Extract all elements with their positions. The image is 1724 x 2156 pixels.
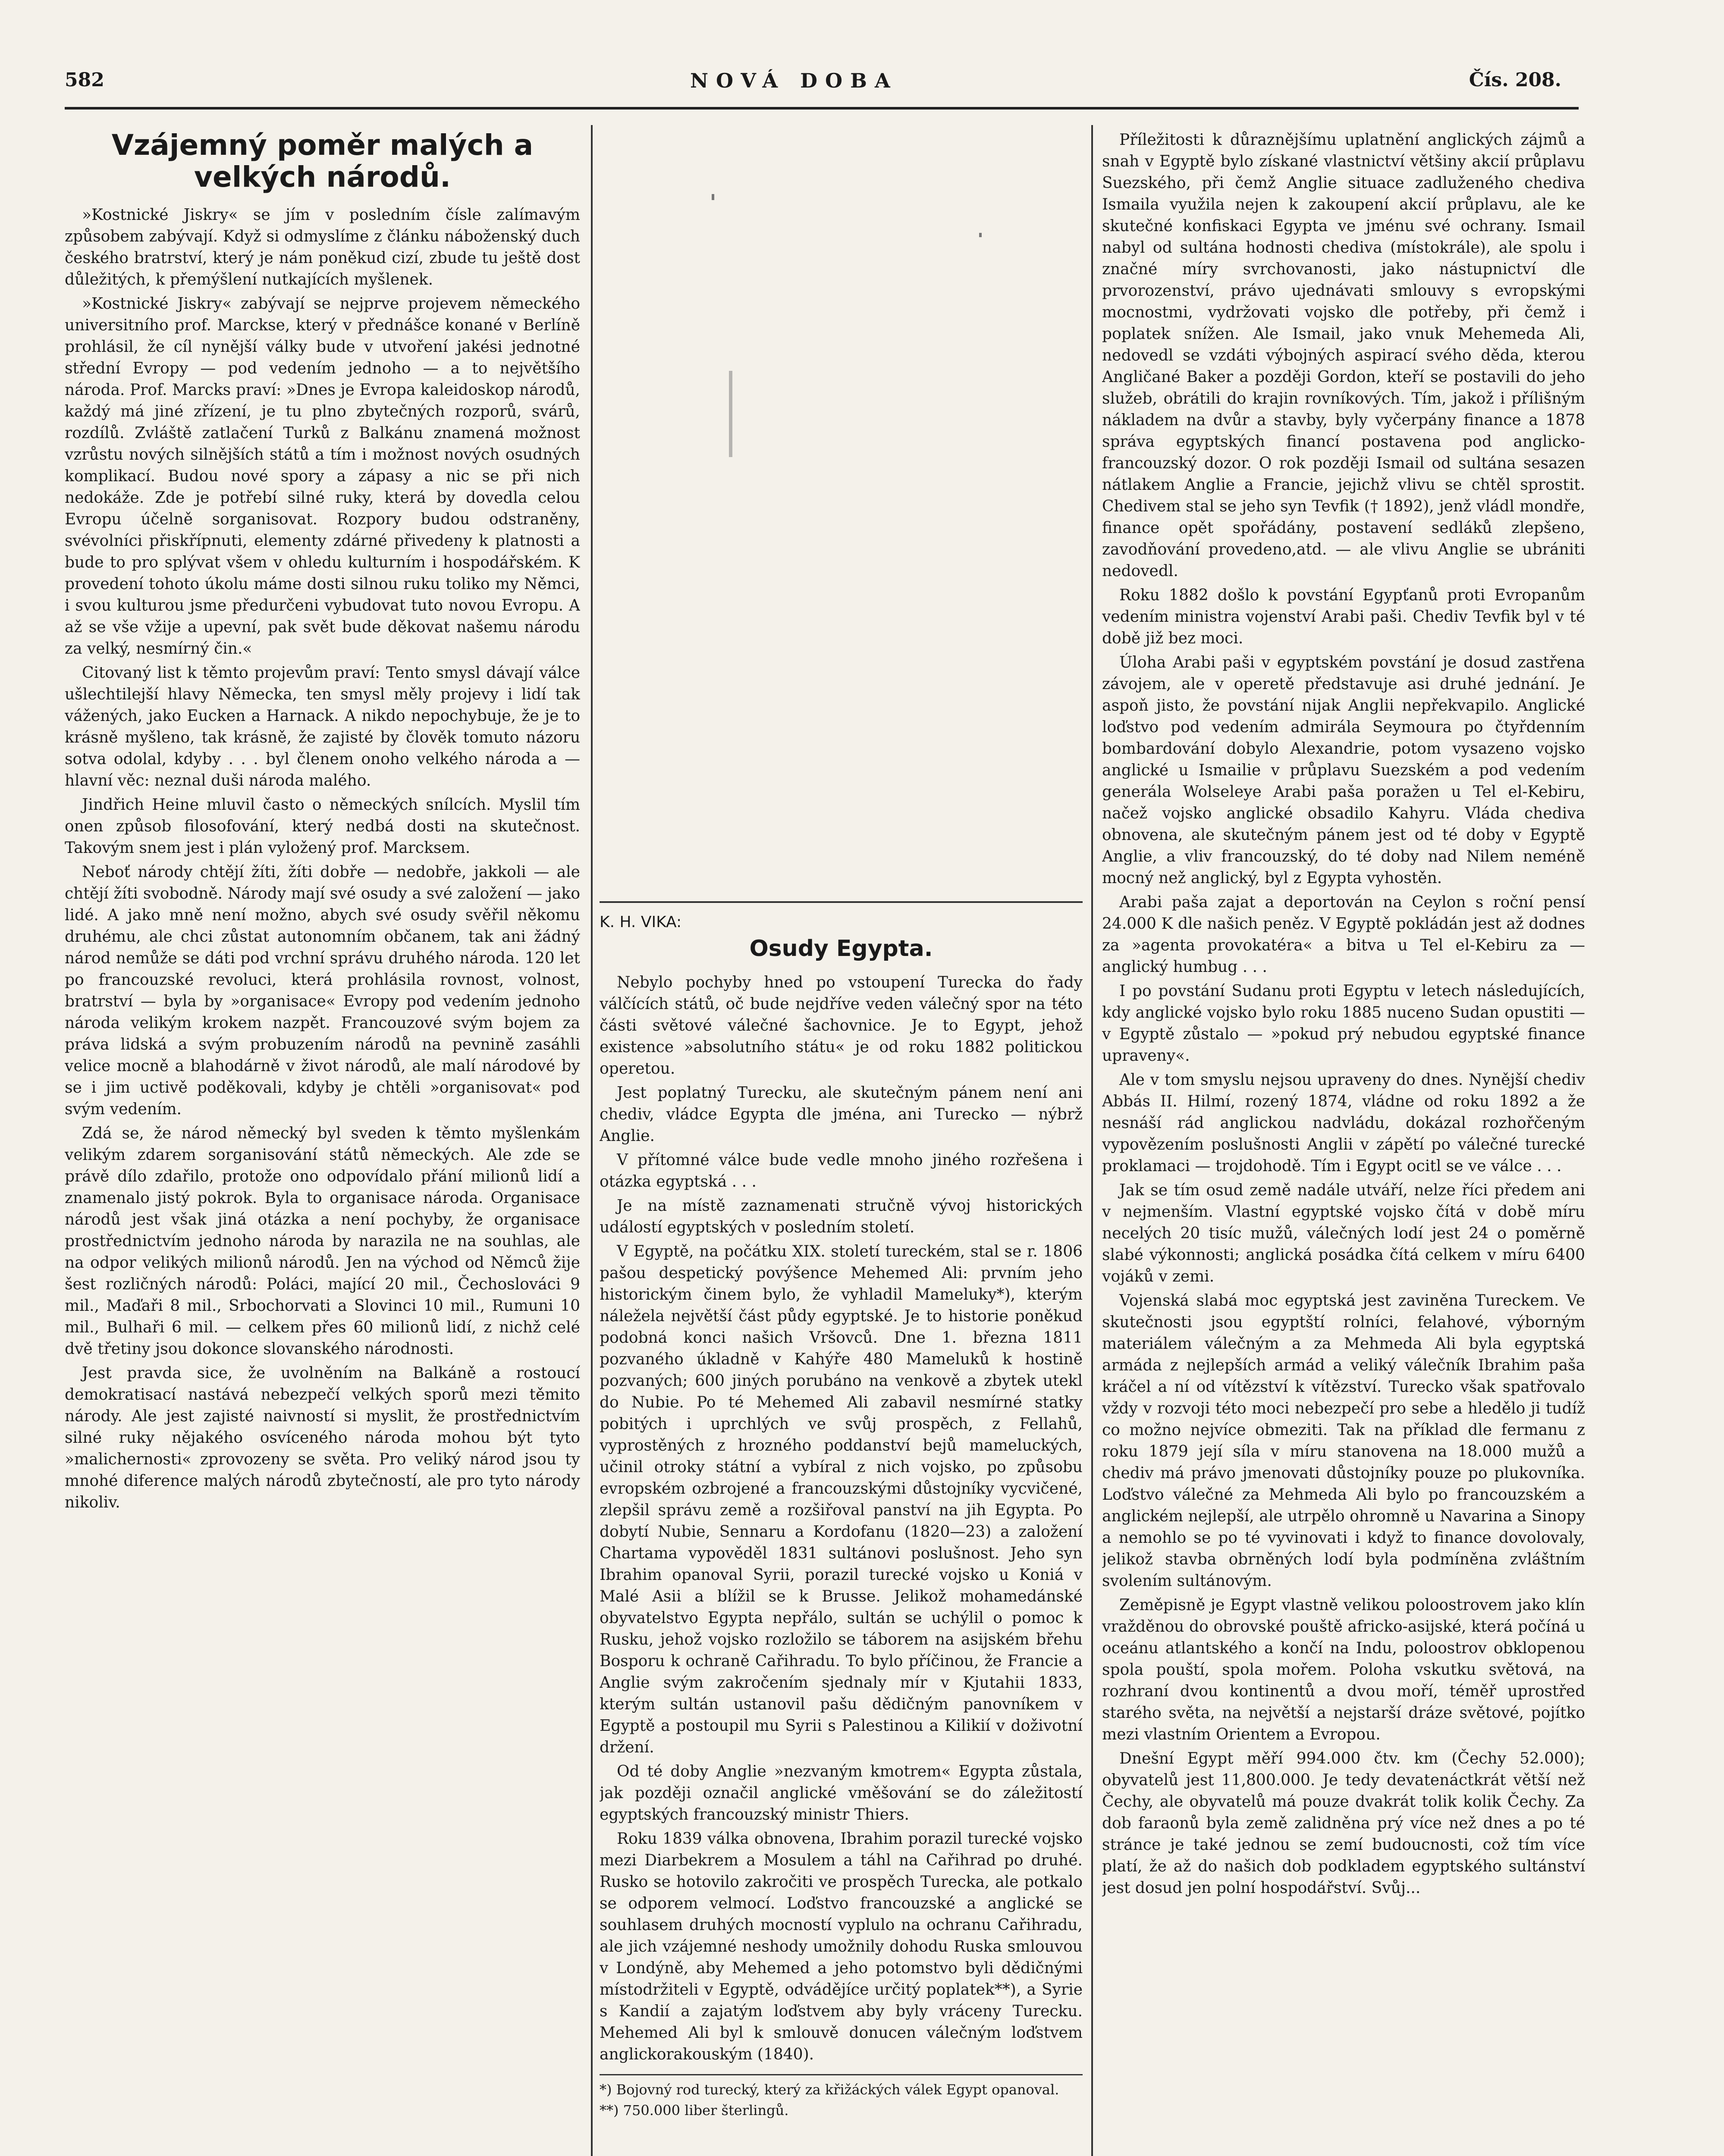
paragraph: V Egyptě, na počátku XIX. století tureckém, stal se r. 1806 pašou despetický povýšence Mehemed Ali: prvním jeho historickým činem bylo, že vyhladil Mameluky*), kterým náleželа největší část půdy egyptské. Je to historie poněkud podobná konci našich Vršovců. Dne 1. března 1811 pozvaného úkladně v Kahýře 480 Mameluků k hostině pozvaných; 600 jiných porubáno na venkově a zbytek utekl do Nubie. Po té Mehemed Ali zabavil nesmírné statky pobitých i uprchlých ve svůj prospěch, z Fellahů, vyprostěných z hrozného poddanství bejů mameluckých, učinil otroky státní a vybíral z nich vojsko, po způsobu evropském ozbrojené a francouzskými důstojníky vycvičené, zlepšil správu země a rozšiřoval panství na jih Egypta. Po dobytí Nubie, Sennaru a Kordofanu (1820—23) a založení Chartama vypověděl 1831 sultánovi poslušnost. Jeho syn Ibrahim opanoval Syrii, porazil turecké vojsko u Koniá v Malé Asii a blížil se k Brusse. Jelikož mohamedánské obyvatelstvo Egypta nepřálo, sultán se uchýlil o pomoc k Rusku, jehož vojsko rozložilo se táborem na asijském břehu Bosporu k ochraně Cařihradu. To bylo příčinou, že Francie a Anglie svým zakročením sjednaly mír v Kjutahii 1833, kterým sultán ustanovil pašu dědičným panovníkem v Egyptě a postoupil mu Syrii s Palestinou a Kilikií v doživotní držení. [600,1243,1083,1756]
page-header [65,60,1561,99]
paragraph: Roku 1882 došlo k povstání Egypťanů proti Evropanům vedením ministra vojenství Arabi paši. Chediv Tevfik byl v té době již bez moci. [1102,586,1585,647]
paragraph: Vojenská slabá moc egyptská jest zaviněna Tureckem. Ve skutečnosti jsou egyptští rolníci, felahové, výborným materiálem válečným a za Mehmeda Ali byla egyptská armáda z nejlepších armád a veliký válečník Ibrahim paša kráčel a ní od vítězství k vítězství. Turecko však spatřovalo vždy v rozvoji této moci nebezpečí pro sebe a hledělo ji tudíž co možno nejvíce obmeziti. Tak na příklad dle fermanu z roku 1879 její síla v míru stanovena na 18.000 mužů a chediv má právo jmenovati důstojníky pouze po plukovníka. Loďstvo válečné za Mehmeda Ali bylo po francouzském a anglickém nejlepší, ale utrpělo ohromně u Navarina a Sinopy a nemohlo se po té vyvinovati i když to finance dovolovaly, jelikož stavba obrněných lodí byla podmíněna zvláštním svolením sultánovým. [1102,1292,1585,1590]
paragraph: Ale v tom smyslu nejsou upraveny do dnes. Nynější chediv Abbás II. Hilmí, rozený 1874, vládne od roku 1892 a že nesnáší rád anglickou nadvládu, dokázal rozhořčeným vypovězením poslušnosti Anglii v zápětí po válečné turecké proklamaci — trojdohodě. Tím i Egypt ocitl se ve válce . . . [1102,1071,1585,1175]
newspaper-title: NOVÁ DOBA [690,69,898,92]
paragraph: I po povstání Sudanu proti Egyptu v letech následujících, kdy anglické vojsko bylo roku 1885 nuceno Sudan opustiti — v Egyptě zůstalo — »pokud prý nebudou egyptské finance upraveny«. [1102,982,1585,1065]
footnotes [600,2074,1083,2119]
article-title-egypt: Osudy Egypta. [749,936,933,962]
paragraph: Od té doby Anglie »nezvaným kmotrem« Egypta zůstala, jak později označil anglické vměšování se do záležitostí egyptských francouzský ministr Thiers. [600,1763,1083,1824]
header-rule [65,107,1579,110]
paragraph: Jest poplatný Turecku, ale skutečným pánem není ani chediv, vládce Egypta dle jména, ani Turecko — nýbrž Anglie. [600,1084,1083,1145]
paragraph: Roku 1839 válka obnovena, Ibrahim porazil turecké vojsko mezi Diarbekrem a Mosulem a táhl na Cařihrad po druhé. Rusko se hotovilo zakročiti ve prospěch Turecka, ale potkalo se odporem velmocí. Loďstvo francouzské a anglické se souhlasem druhých mocností vyplulo na ochranu Cařihradu, ale jich vzájemné neshody umožnily dohodu Ruska smlouvou v Londýně, aby Mehemed a jeho potomstvo byli dědičnými místodržiteli v Egyptě, odvádějíce určitý poplatek**), a Syrie s Kandií a zajatým loďstvem aby byly vráceny Turecku. Mehemed Ali byl k smlouvě donucen válečným loďstvem anglickorakouským (1840). [600,1830,1083,2063]
paragraph: V přítomné válce bude vedle mnoho jiného rozřešena i otázka egyptská . . . [600,1151,1083,1191]
blank-area [600,129,1083,897]
article-body-relations [65,204,580,1514]
paragraph: Příležitosti k důraznějšímu uplatnění anglických zájmů a snah v Egyptě bylo získané vlastnictví většiny akcií průplavu Suezského, při čemž Anglie situace zadluženého chediva Ismaila využila nejen k zakoupení akcií průplavu, ale ke skutečné konfiskaci Egypta ve jménu své ochrany. Ismail nabyl od sultána hodnosti chediva (místokrále), ale spolu i značné míry svrchovanosti, jako nástupnictví dle prvorozenství, právo ujednávati smlouvy s evropskými mocnostmi, vydržovati vojsko dle potřeby, při čemž i poplatek snížen. Ale Ismail, jako vnuk Mehemeda Ali, nedovedl se vzdáti výbojných aspirací svého děda, kterou Angličané Baker a později Gordon, kteří se postavili do jeho služeb, obrátili do krajin rovníkových. Tím, jakož i přílišným nákladem na dvůr a stavby, byly vyčerpány finance a 1878 správa egyptských financí postavena pod anglicko-francouzský dozor. O rok později Ismail od sultána sesazen nátlakem Anglie a Francie, jejichž vlivu se chtěl sprostit. Chedivem stal se jeho syn Tevfik († 1892), jenž vládl mondře, finance opět spořádány, postavení sedláků zlepšeno, zavodňování provedeno,atd. — ale vlivu Anglie se ubrániti nedovedl. [1102,131,1585,580]
paragraph: Nebylo pochyby hned po vstoupení Turecka do řady válčících států, oč bude nejdříve veden válečný spor na této části světové válečné šachovnice. Je to Egypt, jehož existence »absolutního státu« je od roku 1882 politickou operetou. [600,974,1083,1078]
article-body-egypt [600,972,1083,2065]
column-middle [600,901,1083,2156]
paragraph: Neboť národy chtějí žíti, žíti dobře — nedobře, jakkoli — ale chtějí žíti svobodně. Národy mají své osudy a své založení — jako lidé. A jako mně není možno, abych své osudy svěřil někomu druhému, ale chci zůstat autonomním občanem, tak ani žádný národ nemůže se dáti pod vrchní správu druhého národa. 120 let po francouzské revoluci, která prohlásila rovnost, volnost, bratrství — byla by »organisace« Evropy pod vedením jednoho národa velikým krokem nazpět. Francouzové svým bojem za práva lidská a svým probuzením národů na pevnině zasáhli velice mocně a blahodárně v život národů, ale malí národové by se i jim uctivě poděkovali, kdyby je chtěli »organisovat« pod svým vedením. [65,863,580,1118]
article-author: K. H. VIKA: [600,913,682,931]
paragraph: »Kostnické Jiskry« se jím v posledním čísle zalímavým způsobem zabývají. Když si odmyslíme z článku náboženský duch českého bratrství, který je nám poněkud cizí, zbude tu ještě dost důležitých, k přemýšlení nutkajících myšlenek. [65,206,580,288]
print-speck [979,233,982,237]
paragraph: Jest pravda sice, že uvolněním na Balkáně a rostoucí demokratisací nastává nebezpečí velkých sporů mezi těmito národy. Ale jest zajisté naivností si myslit, že prostřednictvím silné ruky nějakého osvíceného národa mohou být tyto »malichernosti« zprovozeny se světa. Pro veliký národ jsou ty mnohé diference malých národů zbytečností, ale pro tyto národy nikoliv. [65,1364,580,1511]
column-divider-right [1091,125,1093,2156]
column-right [1102,129,1585,2156]
issue-number: Čís. 208. [1469,69,1561,91]
paragraph: Arabi paša zajat a deportován na Ceylon s roční pensí 24.000 K dle našich peněz. V Egyptě pokládán jest až dodnes za »agenta provokatéra« a bitva u Tel el-Kebiru za — anglický humbug . . . [1102,893,1585,976]
paragraph: »Kostnické Jiskry« zabývají se nejprve projevem německého universitního prof. Marckse, který v přednášce konané v Berlíně prohlásil, že cíl nynější války bude v utvoření jakési jednotné střední Evropy — pod vedením jednoho — a to největšího národa. Prof. Marcks praví: »Dnes je Evropa kaleidoskop národů, každý má jiné zřízení, je tu plno zbytečných rozporů, svárů, rozdílů. Zvláště zatlačení Turků z Balkánu znamená možnost vzrůstu nových silnějších států a tím i možnost nových osudných komplikací. Budou nové spory a zápasy a nic se při nich nedokáže. Zde je potřebí silné ruky, která by dovedla celou Evropu účelně sorganisovat. Rozpory budou odstraněny, svévolníci přiskřípnuti, elementy zdárné přivedeny k platnosti a bude to pro splývat všem v ohledu kulturním i hospodářském. K provedení tohoto úkolu máme dosti silnou ruku toliko my Němci, i svou kulturou jsme předurčeni vybudovat tuto novou Evropu. A až se vše vžije a upevní, pak svět bude děkovat našemu národu za velký, nesmírný čin.« [65,295,580,658]
article-title-relations: Vzájemný poměr malých a velkých národů. [111,129,534,194]
print-speck [712,194,714,200]
column-left [65,129,580,2156]
paragraph: Dnešní Egypt měří 994.000 čtv. km (Čechy 52.000); obyvatelů jest 11,800.000. Je tedy devatenáctkrát větší než Čechy, ale obyvatelů má pouze dvakrát tolik kolik Čechy. Za dob faraonů byla země zalidněna prý více než dnes a po té stránce je také jednou se zemí budoucnosti, což tím více platí, že až do našich dob podkladem egyptského sultánství jest dosud jen polní hospodářství. Svůj... [1102,1750,1585,1897]
article-body-egypt-continued [1102,129,1585,1899]
paragraph: Zdá se, že národ německý byl sveden k těmto myšlenkám velikým zdarem sorganisování států německých. Ale zde se právě dílo zdařilo, protože ono odpovídalo přání milionů lidí a znamenalo jistý pokrok. Byla to organisace národa. Organisace národů jest však jiná otázka a není pochyby, že organisace prostřednictvím jednoho národa by narazila ne na souhlas, ale na odpor velikých milionů národů. Jen na východ od Němců žije šest rozličných národů: Poláci, mající 20 mil., Čechoslováci 9 mil., Maďaři 8 mil., Srbochorvati a Slovinci 10 mil., Rumuni 10 mil., Bulhaři 6 mil. — celkem přes 60 milionů lidí, z nichž celé dvě třetiny jsou dokonce slovanského národnosti. [65,1125,580,1358]
paragraph: Je na místě zaznamenati stručně vývoj historických událostí egyptských v posledním století. [600,1197,1083,1236]
paragraph: Úloha Arabi paši v egyptském povstání je dosud zastřena závojem, ale v operetě představuje asi druhé jednání. Je aspoň jisto, že povstání nijak Anglii nepřekvapilo. Anglické loďstvo pod vedením admirála Seymoura po čtyřdenním bombardování dobylo Alexandrie, potom vysazeno vojsko anglické u Ismailie v průplavu Suezském a pod vedením generála Wolseleye Arabi paša poražen u Tel el-Kebiru, načež vojsko anglické obsadilo Kahyru. Vláda chediva obnovena, ale skutečným pánem jest od té doby v Egyptě Anglie, a vliv francouzský, do té doby nad Nilem neméně mocný než anglický, byl z Egypta vyhostěn. [1102,654,1585,887]
paragraph: Jindřich Heine mluvil často o německých snílcích. Myslil tím onen způsob filosofování, který nedbá dosti na skutečnost. Takovým snem jest i plán vyložený prof. Marcksem. [65,796,580,857]
paragraph: Zeměpisně je Egypt vlastně velikou poloostrovem jako klín vražděnou do obrovské pouště africko-asijské, která počíná u oceánu atlantského a končí na Indu, poloostrov obklopenou spola pouští, spola mořem. Poloha vskutku světová, na rozhraní dvou kontinentů a dvou moří, téměř uprostřed starého světa, na největší a nejstarší dráze světové, pojítko mezi vlastním Orientem a Evropou. [1102,1596,1585,1743]
print-speck [729,371,732,457]
section-rule [600,901,1083,903]
page-number: 582 [65,69,104,91]
paragraph: Jak se tím osud země nadále utváří, nelze říci předem ani v nejmenším. Vlastní egyptské vojsko čítá v době míru necelých 20 tisíc mužů, válečných lodí jest 24 o poměrně slabé výkonnosti; anglická posádka čítá celkem v míru 6400 vojáků v zemi. [1102,1181,1585,1285]
column-divider-left [591,125,593,2156]
footnote: *) Bojovný rod turecký, který za křižáckých válek Egypt opanoval. [600,2081,1059,2098]
paragraph: Citovaný list k těmto projevům praví: Tento smysl dávají válce ušlechtilejší hlavy Německa, ten smysl měly projevy i lidí tak vážených, jako Eucken a Harnack. A nikdo nepochybuje, že je to krásně myšleno, tak krásně, že zajisté by člověk tomuto názoru sotva odolal, kdyby . . . byl členem onoho velkého národa a — hlavní věc: neznal duši národa malého. [65,664,580,790]
footnote: **) 750.000 liber šterlingů. [600,2102,789,2118]
